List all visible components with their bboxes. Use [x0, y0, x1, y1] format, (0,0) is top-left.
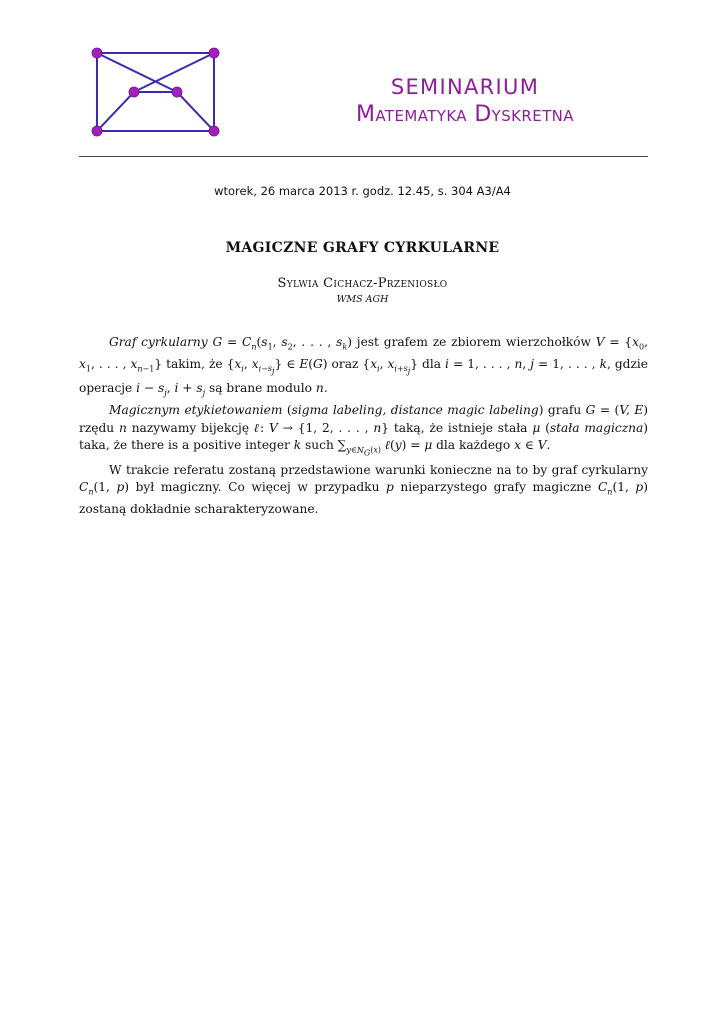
seminar-header [300, 74, 630, 130]
logo-vertex [209, 126, 219, 136]
talk-title: MAGICZNE GRAFY CYRKULARNE [225, 240, 500, 256]
logo-vertex [92, 48, 102, 58]
logo-vertex [129, 87, 139, 97]
logo-vertex [209, 48, 219, 58]
abstract-paragraph-1: Graf cyrkularny $G = C_n(s_1$, $s_2$, . . . , $s_k$) jest grafem ze zbiorem wierzchołków $V = \{x_0$, $x_1$, . . . , $x_{n-1}$} takim, że {$x_i$, $x_{i-s_j}$} ∈ E(G) oraz {$x_i$, $x_{i+s_j}$} dla i = 1, . . . , n, j = 1, . . . , k, gdzie operacje $i - s_j$, $i + s_j$ są brane modulo n. [79, 335, 649, 398]
graph-logo-icon [88, 44, 224, 138]
abstract-paragraph-3: W trakcie referatu zostaną przedstawione warunki konieczne na to by graf cyrkularny $C_n(1$, p) był magiczny. Co więcej w przypadku p nieparzystego grafy magiczne $C_n(1$, p) zostaną dokładnie scharakteryzowane. [79, 462, 648, 517]
seminar-subtitle: Matematyka Dyskretna [356, 102, 574, 127]
header-divider [79, 156, 648, 157]
seminar-title: SEMINARIUM [390, 75, 540, 99]
abstract [79, 334, 648, 519]
abstract-paragraph-2: Magicznym etykietowaniem (sigma labeling, distance magic labeling) grafu G = (V, E) rzędu n nazywamy bijekcję ℓ: V → {1, 2, . . . , n} taką, że istnieje stała μ (stała magiczna) taka, że there is a positive integer k such $\sum_{y\in N_G(x)}$ ℓ(y) = μ dla każdego x ∈ V. [79, 403, 649, 458]
author-name: Sylwia Cichacz-Przeniosło [277, 276, 448, 291]
logo-edges [97, 53, 214, 131]
event-date: wtorek, 26 marca 2013 r. godz. 12.45, s. 304 A3/A4 [214, 184, 511, 198]
logo-vertex [92, 126, 102, 136]
logo-vertex [172, 87, 182, 97]
author-affiliation: WMS AGH [336, 294, 389, 305]
